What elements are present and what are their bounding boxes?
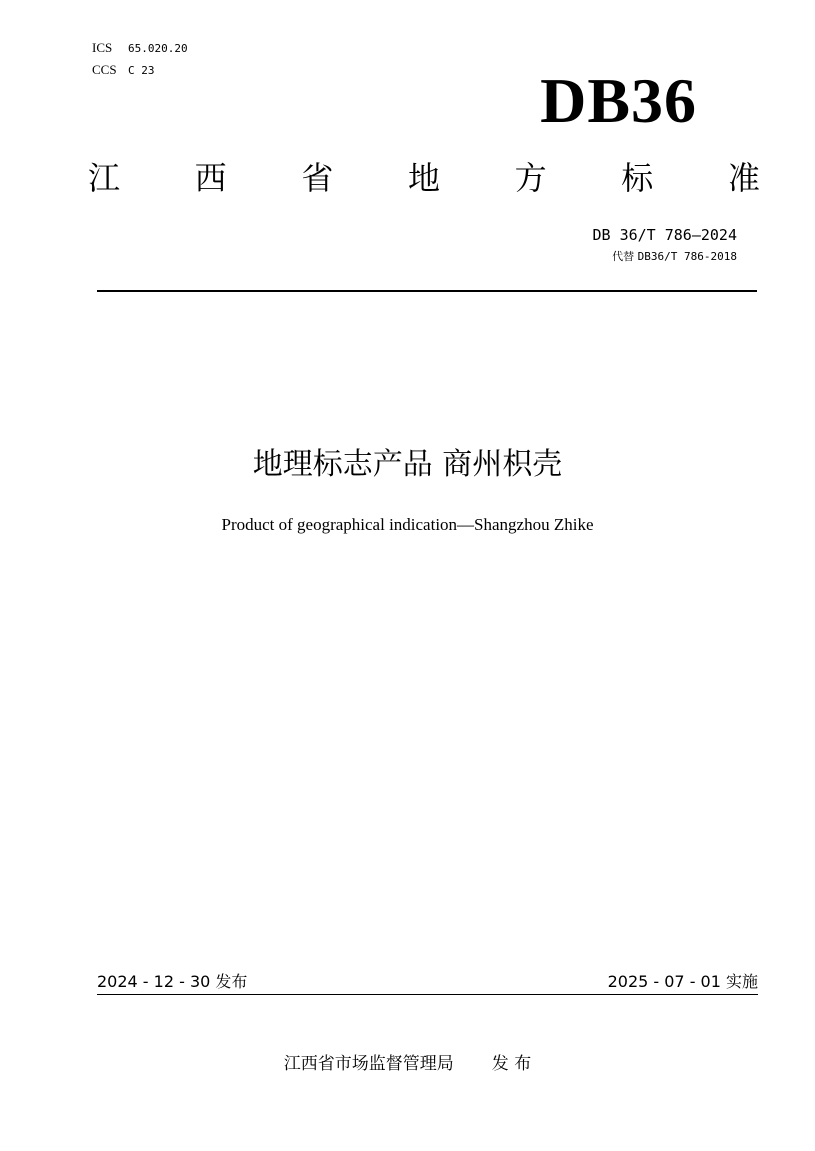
standard-type-char: 地 bbox=[407, 159, 440, 197]
db36-logo: DB36 bbox=[540, 65, 697, 136]
standard-type-char: 准 bbox=[727, 159, 760, 197]
issue-date: 2024 - 12 - 30 发布 bbox=[97, 972, 248, 991]
implementation-date: 2025 - 07 - 01 实施 bbox=[607, 972, 758, 991]
top-divider bbox=[97, 290, 757, 292]
standard-type-char: 西 bbox=[194, 159, 227, 197]
replaces-standard bbox=[612, 250, 737, 264]
replaces-label: 代替 bbox=[612, 250, 635, 263]
publisher-action: 发 布 bbox=[491, 1054, 532, 1074]
ccs-classification bbox=[92, 62, 155, 79]
ccs-value: C 23 bbox=[128, 64, 155, 77]
title-english: Product of geographical indication—Shangzhou Zhike bbox=[221, 515, 594, 534]
replaces-number: DB36/T 786-2018 bbox=[637, 250, 737, 263]
standard-type-char: 标 bbox=[621, 159, 654, 197]
standard-type-char: 省 bbox=[301, 159, 334, 197]
ics-classification bbox=[92, 40, 188, 57]
title-chinese: 地理标志产品 商州枳壳 bbox=[252, 447, 563, 482]
publisher-name: 江西省市场监督管理局 bbox=[283, 1054, 454, 1074]
bottom-divider bbox=[97, 994, 758, 995]
ics-label: ICS bbox=[92, 40, 113, 55]
ics-value: 65.020.20 bbox=[128, 42, 188, 55]
standard-type-char: 方 bbox=[514, 159, 547, 197]
publisher-line bbox=[0, 1053, 815, 1075]
standard-type-heading bbox=[88, 156, 760, 200]
ccs-label: CCS bbox=[92, 62, 117, 77]
standard-number: DB 36/T 786—2024 bbox=[592, 226, 737, 244]
standard-type-char: 江 bbox=[88, 159, 121, 197]
